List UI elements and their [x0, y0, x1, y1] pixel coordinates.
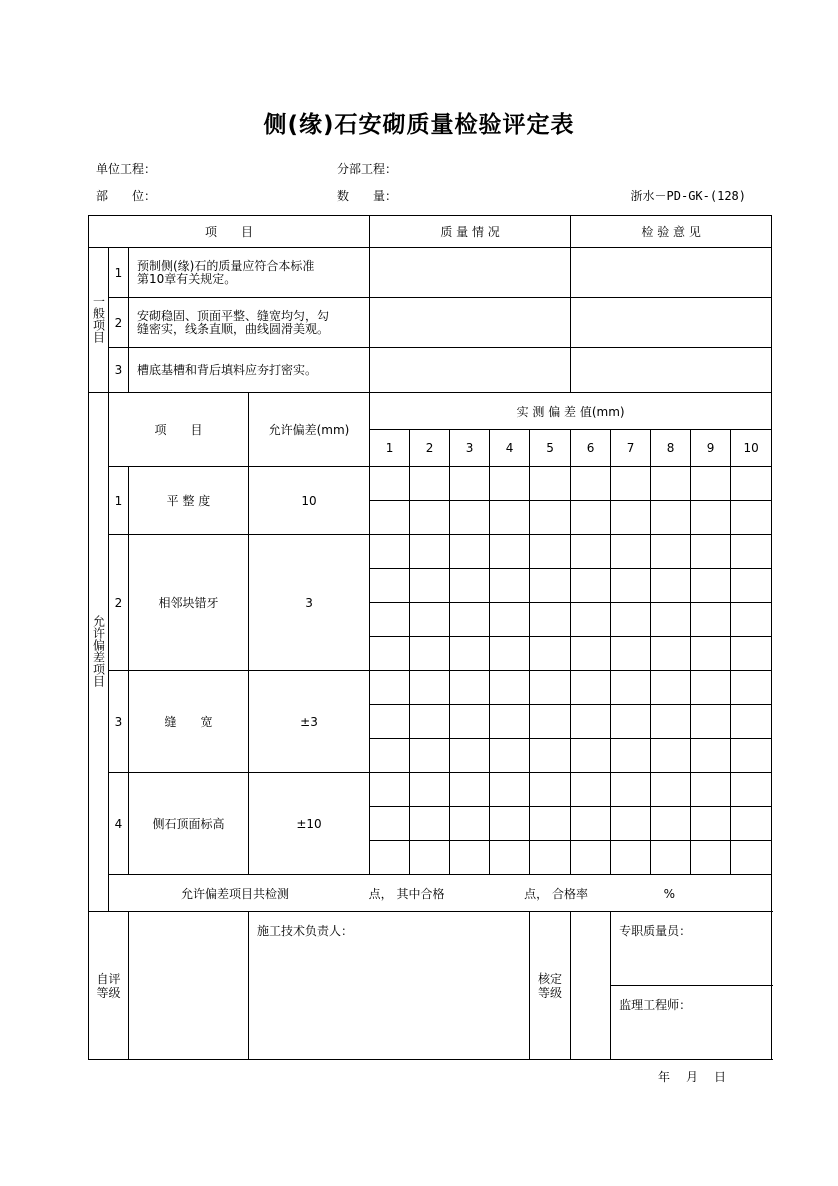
measure-cell[interactable] — [651, 569, 691, 603]
measure-cell[interactable] — [450, 807, 490, 841]
measure-cell[interactable] — [410, 603, 450, 637]
measure-cell[interactable] — [651, 705, 691, 739]
measure-cell[interactable] — [490, 535, 530, 569]
general-item-no: 1 — [109, 248, 129, 298]
measure-cell[interactable] — [611, 637, 651, 671]
measure-cell[interactable] — [651, 671, 691, 705]
form-code: 浙水－PD-GK-(128) — [630, 189, 746, 203]
measure-cell[interactable] — [571, 671, 611, 705]
tolerance-section-label — [89, 393, 109, 912]
measure-cell[interactable] — [611, 739, 651, 773]
measure-cell[interactable] — [731, 501, 772, 535]
general-col-quality — [370, 216, 571, 248]
measure-cell[interactable] — [450, 671, 490, 705]
measure-cell[interactable] — [691, 569, 731, 603]
measure-cell[interactable] — [691, 807, 731, 841]
summary-text-checked: 允许偏差项目共检测 — [181, 886, 290, 901]
measure-cell[interactable] — [450, 467, 490, 501]
measure-row — [89, 773, 772, 807]
measure-cell[interactable] — [410, 569, 450, 603]
tolerance-item-no: 1 — [109, 467, 129, 535]
tolerance-item-allowed: ±10 — [249, 773, 370, 875]
measure-col-number: 5 — [530, 430, 571, 467]
tolerance-item-no: 3 — [109, 671, 129, 773]
measure-cell[interactable] — [691, 705, 731, 739]
tolerance-item-name-text: 相邻块错牙 — [158, 596, 219, 610]
date-day: 日 — [713, 1070, 728, 1084]
measure-cell[interactable] — [530, 501, 571, 535]
measure-cell[interactable] — [731, 671, 772, 705]
summary-percent: % — [663, 886, 676, 901]
measure-cell[interactable] — [370, 671, 410, 705]
measure-cell[interactable] — [490, 841, 530, 875]
quality-cell[interactable] — [370, 248, 571, 298]
measure-cell[interactable] — [571, 501, 611, 535]
measure-col-number: 8 — [651, 430, 691, 467]
measure-cell[interactable] — [611, 671, 651, 705]
measure-col-number: 7 — [611, 430, 651, 467]
tolerance-col-allowed — [249, 393, 370, 467]
measure-cell[interactable] — [370, 603, 410, 637]
tolerance-item-no: 4 — [109, 773, 129, 875]
measure-cell[interactable] — [410, 773, 450, 807]
measure-cell[interactable] — [651, 603, 691, 637]
measure-cell[interactable] — [410, 535, 450, 569]
tolerance-item-name — [129, 773, 249, 875]
general-col-item-text: 项 目 — [205, 225, 254, 239]
measure-cell[interactable] — [651, 535, 691, 569]
measure-cell[interactable] — [450, 603, 490, 637]
general-item-line: 第10章有关规定。 — [137, 271, 237, 286]
measure-cell[interactable] — [450, 535, 490, 569]
measure-cell[interactable] — [370, 501, 410, 535]
measure-cell[interactable] — [611, 467, 651, 501]
measure-cell[interactable] — [731, 603, 772, 637]
measure-cell[interactable] — [530, 603, 571, 637]
page-title: 侧(缘)石安砌质量检验评定表 — [263, 112, 575, 138]
measure-cell[interactable] — [410, 467, 450, 501]
general-item-text — [129, 298, 370, 348]
measure-cell[interactable] — [731, 569, 772, 603]
measure-cell[interactable] — [490, 807, 530, 841]
measure-cell[interactable] — [731, 841, 772, 875]
measure-cell[interactable] — [651, 739, 691, 773]
measure-cell[interactable] — [490, 637, 530, 671]
general-col-opinion-text: 检 验 意 见 — [641, 225, 701, 239]
measure-cell[interactable] — [651, 773, 691, 807]
measure-cell[interactable] — [450, 569, 490, 603]
measure-cell[interactable] — [691, 637, 731, 671]
general-item-text — [129, 248, 370, 298]
measure-cell[interactable] — [490, 467, 530, 501]
quality-cell[interactable] — [370, 348, 571, 393]
measure-cell[interactable] — [370, 535, 410, 569]
tolerance-item-name-text: 平 整 度 — [166, 494, 211, 508]
quality-officer-signature[interactable] — [611, 912, 772, 986]
measure-cell[interactable] — [691, 535, 731, 569]
measure-cell[interactable] — [530, 773, 571, 807]
measure-cell[interactable] — [571, 841, 611, 875]
measure-col-number: 2 — [410, 430, 450, 467]
measure-cell[interactable] — [611, 841, 651, 875]
tech-lead-label: 施工技术负责人： — [257, 924, 354, 938]
measure-cell[interactable] — [450, 501, 490, 535]
measure-cell[interactable] — [571, 807, 611, 841]
general-item-no: 3 — [109, 348, 129, 393]
verify-grade-text: 核定等级 — [538, 971, 563, 1000]
tolerance-item-no: 2 — [109, 535, 129, 671]
measure-cell[interactable] — [691, 501, 731, 535]
measure-cell[interactable] — [530, 535, 571, 569]
measure-cell[interactable] — [370, 841, 410, 875]
general-col-opinion — [571, 216, 772, 248]
self-grade-label — [89, 912, 129, 1060]
verify-grade-label — [530, 912, 571, 1060]
measure-cell[interactable] — [490, 739, 530, 773]
measure-cell[interactable] — [651, 807, 691, 841]
opinion-cell[interactable] — [571, 348, 772, 393]
measure-cell[interactable] — [691, 773, 731, 807]
measure-cell[interactable] — [731, 637, 772, 671]
quality-cell[interactable] — [370, 298, 571, 348]
measure-cell[interactable] — [651, 467, 691, 501]
measure-cell[interactable] — [571, 535, 611, 569]
measure-cell[interactable] — [611, 807, 651, 841]
tolerance-col-measured — [370, 393, 772, 430]
measure-cell[interactable] — [450, 637, 490, 671]
tolerance-item-name — [129, 671, 249, 773]
measure-cell[interactable] — [450, 841, 490, 875]
quantity-label: 数 量： — [337, 189, 398, 203]
inspection-table — [88, 215, 772, 1060]
measure-cell[interactable] — [530, 569, 571, 603]
measure-cell[interactable] — [691, 739, 731, 773]
measure-cell[interactable] — [691, 671, 731, 705]
measure-cell[interactable] — [571, 467, 611, 501]
tolerance-col-allowed-text: 允许偏差(mm) — [268, 423, 350, 437]
measure-cell[interactable] — [370, 467, 410, 501]
measure-cell[interactable] — [370, 773, 410, 807]
measure-cell[interactable] — [571, 739, 611, 773]
measure-cell[interactable] — [370, 739, 410, 773]
self-grade-field[interactable] — [129, 912, 249, 1060]
measure-cell[interactable] — [490, 773, 530, 807]
measure-cell[interactable] — [530, 671, 571, 705]
measure-cell[interactable] — [571, 705, 611, 739]
tolerance-item-name-text: 侧石顶面标高 — [152, 817, 225, 831]
measure-cell[interactable] — [410, 705, 450, 739]
general-item-line: 缝密实，线条直顺，曲线圆滑美观。 — [137, 321, 330, 336]
measure-cell[interactable] — [410, 501, 450, 535]
measure-cell[interactable] — [410, 637, 450, 671]
measure-cell[interactable] — [370, 807, 410, 841]
tolerance-item-allowed: 3 — [249, 535, 370, 671]
general-item-line: 槽底基槽和背后填料应夯打密实。 — [137, 362, 318, 377]
general-col-quality-text: 质 量 情 况 — [440, 225, 500, 239]
measure-cell[interactable] — [611, 535, 651, 569]
general-item-text — [129, 348, 370, 393]
measure-cell[interactable] — [651, 841, 691, 875]
measure-cell[interactable] — [651, 501, 691, 535]
measure-cell[interactable] — [490, 501, 530, 535]
tolerance-item-name — [129, 467, 249, 535]
general-item-line: 预制侧(缘)石的质量应符合本标准 — [137, 258, 315, 273]
measure-cell[interactable] — [571, 603, 611, 637]
measure-col-number: 9 — [691, 430, 731, 467]
supervisor-label: 监理工程师： — [619, 998, 692, 1012]
opinion-cell[interactable] — [571, 298, 772, 348]
measure-cell[interactable] — [571, 637, 611, 671]
measure-cell[interactable] — [611, 501, 651, 535]
opinion-cell[interactable] — [571, 248, 772, 298]
measure-cell[interactable] — [410, 841, 450, 875]
measure-cell[interactable] — [370, 705, 410, 739]
measure-cell[interactable] — [530, 841, 571, 875]
measure-col-number: 4 — [490, 430, 530, 467]
measure-cell[interactable] — [410, 807, 450, 841]
location-label: 部 位： — [96, 189, 157, 203]
summary-text-passed: 点， 其中合格 — [368, 886, 445, 901]
measure-cell[interactable] — [490, 569, 530, 603]
measure-cell[interactable] — [530, 739, 571, 773]
measure-cell[interactable] — [731, 807, 772, 841]
tolerance-col-item — [109, 393, 249, 467]
measure-cell[interactable] — [731, 467, 772, 501]
general-item-no: 2 — [109, 298, 129, 348]
measure-cell[interactable] — [490, 671, 530, 705]
measure-col-number: 10 — [731, 430, 772, 467]
tolerance-item-allowed: ±3 — [249, 671, 370, 773]
measure-cell[interactable] — [611, 705, 651, 739]
summary-text-rate: 点， 合格率 — [524, 886, 588, 901]
measure-col-number: 3 — [450, 430, 490, 467]
measure-cell[interactable] — [450, 705, 490, 739]
general-col-item — [89, 216, 370, 248]
measure-cell[interactable] — [611, 569, 651, 603]
measure-cell[interactable] — [611, 603, 651, 637]
tolerance-col-item-text: 项 目 — [154, 423, 203, 437]
measure-cell[interactable] — [611, 773, 651, 807]
tech-lead-signature[interactable] — [249, 912, 530, 1060]
measure-cell[interactable] — [731, 773, 772, 807]
date-month: 月 — [685, 1070, 700, 1084]
self-grade-text: 自评等级 — [96, 971, 121, 1000]
measure-cell[interactable] — [691, 603, 731, 637]
measure-cell[interactable] — [410, 671, 450, 705]
measure-row — [89, 671, 772, 705]
supervisor-signature[interactable] — [611, 986, 772, 1060]
general-item-line: 安砌稳固、顶面平整、缝宽均匀，勾 — [137, 308, 330, 323]
general-section-label — [89, 248, 109, 393]
measure-row — [89, 535, 772, 569]
unit-project-label: 单位工程： — [96, 162, 157, 176]
measure-cell[interactable] — [450, 773, 490, 807]
measure-col-number: 6 — [571, 430, 611, 467]
measure-cell[interactable] — [691, 467, 731, 501]
measure-cell[interactable] — [731, 535, 772, 569]
date-year: 年 — [657, 1070, 672, 1084]
measure-cell[interactable] — [410, 739, 450, 773]
measure-cell[interactable] — [450, 739, 490, 773]
tolerance-item-name — [129, 535, 249, 671]
tolerance-item-allowed: 10 — [249, 467, 370, 535]
measure-cell[interactable] — [571, 569, 611, 603]
measure-cell[interactable] — [530, 467, 571, 501]
sub-project-label: 分部工程： — [337, 162, 398, 176]
tolerance-item-name-text: 缝 宽 — [164, 715, 213, 729]
general-section-text: 一般项目 — [91, 294, 106, 343]
measure-cell[interactable] — [530, 705, 571, 739]
measure-cell[interactable] — [530, 637, 571, 671]
summary-row — [109, 875, 772, 912]
measure-cell[interactable] — [731, 705, 772, 739]
measure-col-number: 1 — [370, 430, 410, 467]
tolerance-section-text: 允许偏差项目 — [91, 614, 106, 687]
tolerance-col-measured-text: 实 测 偏 差 值(mm) — [516, 404, 625, 419]
date-line — [644, 1068, 728, 1085]
measure-cell[interactable] — [571, 773, 611, 807]
measure-cell[interactable] — [490, 705, 530, 739]
measure-cell[interactable] — [370, 637, 410, 671]
measure-row — [89, 467, 772, 501]
measure-cell[interactable] — [490, 603, 530, 637]
measure-cell[interactable] — [651, 637, 691, 671]
measure-cell[interactable] — [731, 739, 772, 773]
measure-cell[interactable] — [530, 807, 571, 841]
measure-cell[interactable] — [370, 569, 410, 603]
quality-officer-label: 专职质量员： — [619, 924, 692, 938]
verify-grade-field[interactable] — [571, 912, 611, 1060]
measure-cell[interactable] — [691, 841, 731, 875]
